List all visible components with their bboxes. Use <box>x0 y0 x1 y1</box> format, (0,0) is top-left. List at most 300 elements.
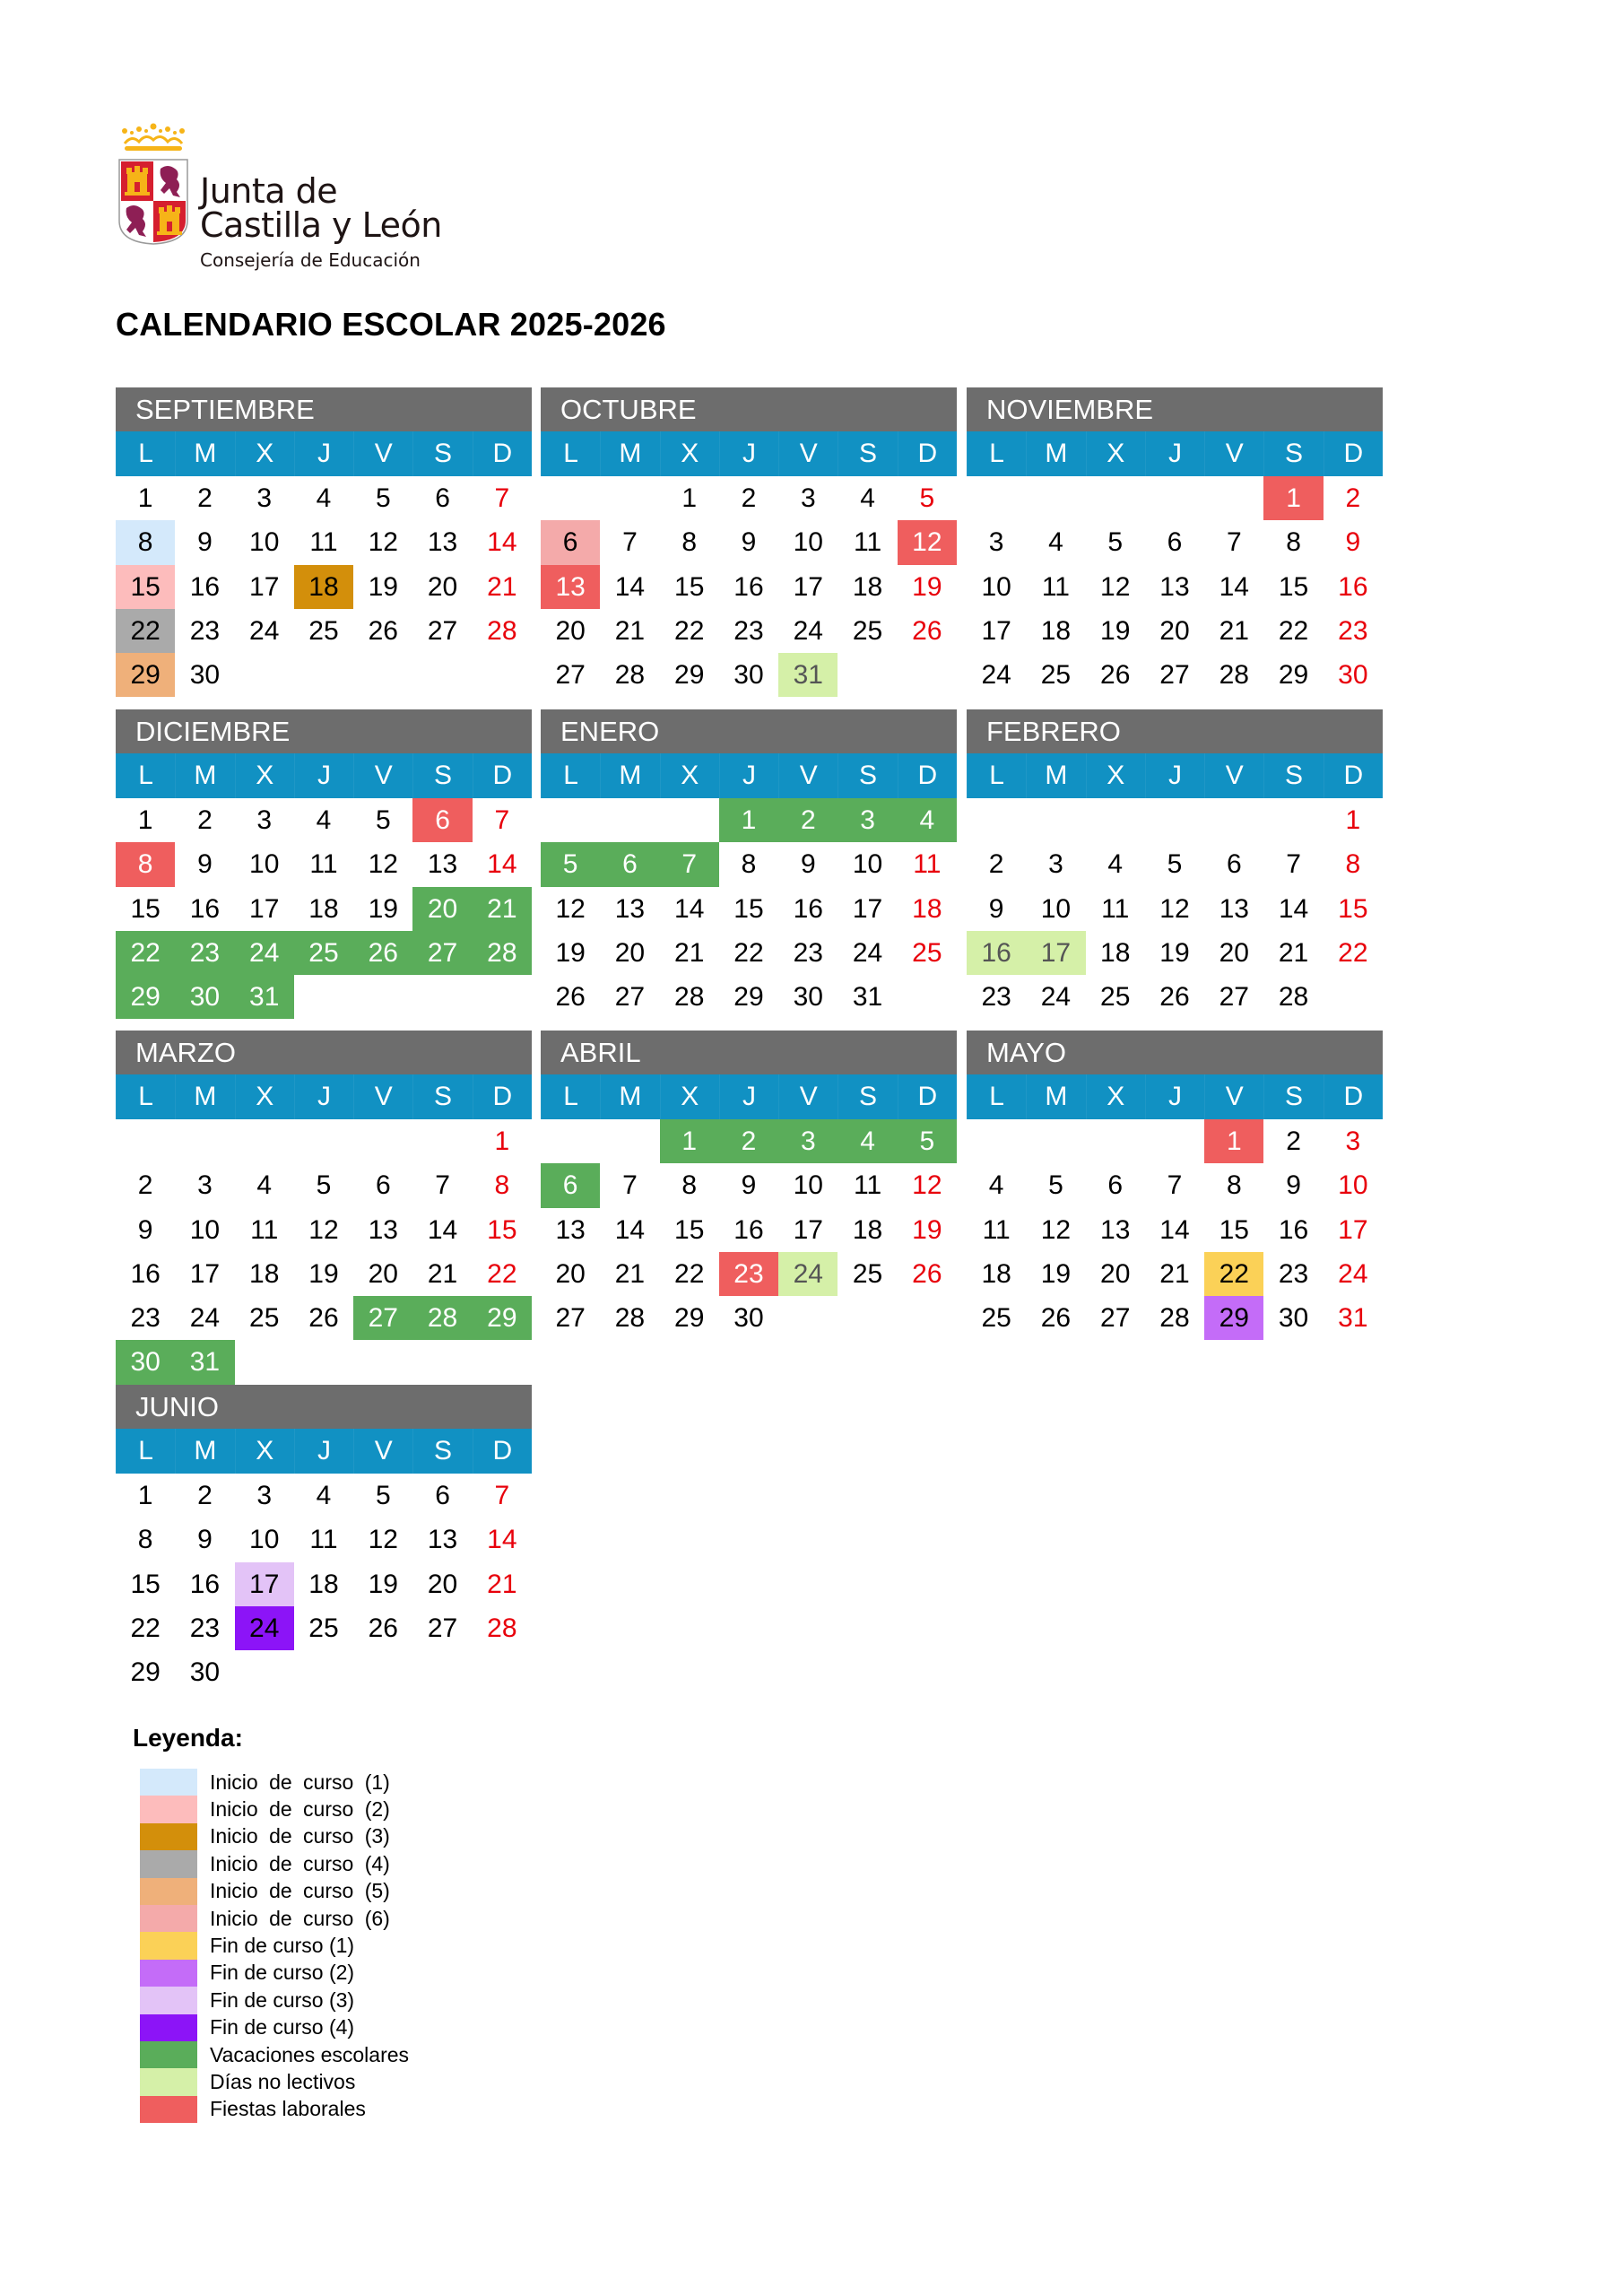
day-cell: 18 <box>852 571 883 602</box>
day-cell: 6 <box>1107 1170 1124 1201</box>
day-cell: 14 <box>487 527 517 558</box>
logo-title-line2: Castilla y León <box>200 205 442 245</box>
day-cell: 17 <box>1026 931 1085 975</box>
day-cell: 13 <box>541 565 600 609</box>
month-name: DICIEMBRE <box>116 709 532 753</box>
day-cell: 24 <box>793 615 823 646</box>
day-cell: 22 <box>487 1258 517 1289</box>
weekday-label: S <box>1263 753 1323 798</box>
day-cell: 28 <box>614 1303 646 1334</box>
day-cell: 20 <box>1219 937 1249 968</box>
weekday-header <box>967 431 1383 476</box>
weekday-label: X <box>1086 753 1145 798</box>
logo-subtitle: Consejería de Educación <box>200 249 421 271</box>
day-cell: 9 <box>988 893 1004 924</box>
legend-item <box>140 2096 409 2123</box>
day-cell: 24 <box>1338 1258 1368 1289</box>
empty-cell <box>1026 476 1085 520</box>
day-cell: 28 <box>1219 660 1249 691</box>
day-cell: 10 <box>249 527 280 558</box>
day-cell: 2 <box>197 805 213 835</box>
weekday-label: J <box>294 1429 353 1474</box>
weekday-label: M <box>600 1074 659 1119</box>
month-name: ABRIL <box>541 1031 957 1074</box>
legend-swatch <box>140 2068 197 2095</box>
empty-cell <box>541 1119 600 1163</box>
day-cell: 16 <box>793 893 823 924</box>
day-cell: 26 <box>1100 660 1131 691</box>
day-cell: 9 <box>1345 527 1361 558</box>
weekday-label: L <box>541 753 600 798</box>
weekday-label: L <box>116 431 175 476</box>
day-cell: 8 <box>494 1170 510 1201</box>
day-cell: 25 <box>308 615 339 646</box>
legend-item <box>140 1796 409 1822</box>
legend-label: Inicio de curso (4) <box>210 1851 390 1875</box>
day-cell: 21 <box>614 1258 646 1289</box>
day-cell: 5 <box>898 1119 957 1163</box>
junta-logo <box>116 118 492 280</box>
day-cell: 17 <box>981 615 1011 646</box>
day-cell: 4 <box>1048 527 1063 558</box>
day-cell: 11 <box>250 1214 279 1245</box>
weekday-label: S <box>412 1074 472 1119</box>
days-grid <box>967 476 1383 697</box>
weekday-label: S <box>1263 1074 1323 1119</box>
day-cell: 24 <box>778 1252 838 1296</box>
day-cell: 29 <box>733 982 764 1013</box>
day-cell: 15 <box>1219 1214 1249 1245</box>
weekday-label: M <box>175 431 234 476</box>
day-cell: 29 <box>674 660 705 691</box>
day-cell: 25 <box>249 1303 280 1334</box>
day-cell: 7 <box>494 483 510 513</box>
day-cell: 2 <box>719 1119 778 1163</box>
day-cell: 14 <box>487 849 517 880</box>
page-title: CALENDARIO ESCOLAR 2025-2026 <box>116 306 666 343</box>
day-cell: 15 <box>487 1214 517 1245</box>
weekday-label: M <box>600 753 659 798</box>
day-cell: 20 <box>1159 615 1190 646</box>
day-cell: 6 <box>541 1163 600 1207</box>
legend-swatch <box>140 2096 197 2123</box>
day-cell: 9 <box>197 849 213 880</box>
legend <box>133 1724 410 2123</box>
weekday-label: L <box>116 1074 175 1119</box>
day-cell: 26 <box>912 615 942 646</box>
day-cell: 8 <box>116 520 175 564</box>
day-cell: 21 <box>487 1569 517 1599</box>
day-cell: 1 <box>1204 1119 1263 1163</box>
day-cell: 11 <box>309 527 338 558</box>
empty-cell <box>967 476 1026 520</box>
day-cell: 23 <box>793 937 823 968</box>
day-cell: 18 <box>308 1569 339 1599</box>
day-cell: 13 <box>1219 893 1249 924</box>
weekday-label: M <box>600 431 659 476</box>
legend-label: Inicio de curso (6) <box>210 1906 390 1930</box>
day-cell: 31 <box>235 975 294 1019</box>
day-cell: 13 <box>368 1214 398 1245</box>
day-cell: 10 <box>249 1525 280 1555</box>
day-cell: 3 <box>838 798 897 842</box>
day-cell: 10 <box>1338 1170 1368 1201</box>
day-cell: 2 <box>1286 1126 1301 1156</box>
day-cell: 12 <box>555 893 586 924</box>
day-cell: 7 <box>1167 1170 1183 1201</box>
weekday-label: D <box>473 1074 532 1119</box>
day-cell: 14 <box>614 1214 646 1245</box>
day-cell: 25 <box>1040 660 1072 691</box>
day-cell: 21 <box>487 571 517 602</box>
empty-cell <box>1204 476 1263 520</box>
day-cell: 1 <box>660 1119 719 1163</box>
day-cell: 1 <box>719 798 778 842</box>
legend-label: Fin de curso (3) <box>210 1987 355 2012</box>
day-cell: 5 <box>1167 849 1183 880</box>
day-cell: 25 <box>1100 982 1131 1013</box>
weekday-label: V <box>778 431 838 476</box>
day-cell: 14 <box>487 1525 517 1555</box>
weekday-label: V <box>1204 1074 1263 1119</box>
weekday-label: L <box>967 1074 1026 1119</box>
weekday-header <box>116 1429 532 1474</box>
weekday-label: D <box>1324 431 1383 476</box>
empty-cell <box>600 798 659 842</box>
weekday-label: V <box>1204 431 1263 476</box>
day-cell: 24 <box>235 1606 294 1650</box>
legend-swatch <box>140 1905 197 1932</box>
day-cell: 9 <box>197 527 213 558</box>
day-cell: 1 <box>1263 476 1323 520</box>
logo-title-line1: Junta de <box>200 171 338 211</box>
weekday-header <box>967 1074 1383 1119</box>
day-cell: 1 <box>137 805 153 835</box>
legend-swatch <box>140 1796 197 1822</box>
month-calendar <box>541 709 957 1019</box>
legend-label: Vacaciones escolares <box>210 2042 410 2066</box>
day-cell: 7 <box>494 1481 510 1510</box>
day-cell: 5 <box>316 1170 332 1201</box>
legend-swatch <box>140 1878 197 1905</box>
day-cell: 20 <box>427 1569 458 1599</box>
day-cell: 24 <box>1040 982 1072 1013</box>
day-cell: 22 <box>674 615 705 646</box>
empty-cell <box>1086 1119 1145 1163</box>
empty-cell <box>175 1119 234 1163</box>
empty-cell <box>1204 798 1263 842</box>
day-cell: 15 <box>674 1214 705 1245</box>
month-calendar <box>967 387 1383 697</box>
weekday-label: M <box>175 1074 234 1119</box>
day-cell: 10 <box>189 1214 221 1245</box>
day-cell: 18 <box>1100 937 1131 968</box>
day-cell: 26 <box>368 615 398 646</box>
month-name: OCTUBRE <box>541 387 957 431</box>
legend-swatch <box>140 1932 197 1959</box>
day-cell: 4 <box>256 1170 273 1201</box>
day-cell: 16 <box>189 1569 221 1599</box>
day-cell: 17 <box>249 571 280 602</box>
month-name: JUNIO <box>116 1385 532 1429</box>
legend-item <box>140 2068 409 2095</box>
day-cell: 27 <box>353 1296 412 1340</box>
day-cell: 16 <box>1338 571 1368 602</box>
month-calendar <box>967 709 1383 1019</box>
day-cell: 23 <box>1278 1258 1309 1289</box>
day-cell: 8 <box>1286 527 1301 558</box>
legend-label: Fin de curso (4) <box>210 2015 355 2039</box>
day-cell: 4 <box>1107 849 1124 880</box>
day-cell: 4 <box>316 483 332 513</box>
day-cell: 28 <box>473 931 532 975</box>
empty-cell <box>541 476 600 520</box>
day-cell: 7 <box>435 1170 450 1201</box>
weekday-label: V <box>353 753 412 798</box>
day-cell: 17 <box>852 893 883 924</box>
days-grid <box>541 1119 957 1340</box>
day-cell: 23 <box>981 982 1011 1013</box>
day-cell: 3 <box>778 1119 838 1163</box>
day-cell: 4 <box>988 1170 1004 1201</box>
day-cell: 26 <box>1040 1303 1072 1334</box>
legend-swatch <box>140 2014 197 2041</box>
day-cell: 5 <box>375 805 391 835</box>
day-cell: 25 <box>981 1303 1011 1334</box>
day-cell: 13 <box>427 849 458 880</box>
day-cell: 30 <box>175 975 234 1019</box>
empty-cell <box>1145 476 1204 520</box>
weekday-label: J <box>719 1074 778 1119</box>
day-cell: 9 <box>1286 1170 1301 1201</box>
day-cell: 31 <box>175 1340 234 1384</box>
empty-cell <box>541 798 600 842</box>
weekday-label: D <box>473 753 532 798</box>
weekday-label: J <box>294 431 353 476</box>
day-cell: 2 <box>741 483 757 513</box>
weekday-label: M <box>175 753 234 798</box>
weekday-header <box>541 431 957 476</box>
day-cell: 11 <box>1041 571 1070 602</box>
day-cell: 19 <box>368 893 398 924</box>
weekday-label: D <box>1324 1074 1383 1119</box>
day-cell: 9 <box>137 1214 153 1245</box>
day-cell: 31 <box>852 982 883 1013</box>
empty-cell <box>1145 1119 1204 1163</box>
day-cell: 22 <box>733 937 764 968</box>
day-cell: 22 <box>1278 615 1309 646</box>
crown-icon <box>119 122 187 152</box>
day-cell: 13 <box>614 893 646 924</box>
empty-cell <box>116 1119 175 1163</box>
weekday-label: S <box>412 1429 472 1474</box>
day-cell: 17 <box>235 1562 294 1606</box>
day-cell: 22 <box>674 1258 705 1289</box>
day-cell: 16 <box>130 1258 161 1289</box>
day-cell: 14 <box>1159 1214 1190 1245</box>
day-cell: 3 <box>1345 1126 1361 1156</box>
legend-label: Inicio de curso (1) <box>210 1770 390 1794</box>
day-cell: 30 <box>733 1303 764 1334</box>
day-cell: 7 <box>660 842 719 886</box>
day-cell: 9 <box>741 1170 757 1201</box>
day-cell: 26 <box>308 1303 339 1334</box>
empty-cell <box>353 1119 412 1163</box>
day-cell: 11 <box>913 849 942 880</box>
empty-cell <box>1263 798 1323 842</box>
day-cell: 7 <box>622 527 638 558</box>
day-cell: 18 <box>249 1258 280 1289</box>
day-cell: 30 <box>116 1340 175 1384</box>
legend-label: Inicio de curso (5) <box>210 1879 390 1903</box>
month-calendar <box>541 1031 957 1340</box>
day-cell: 13 <box>427 527 458 558</box>
weekday-label: S <box>838 1074 897 1119</box>
day-cell: 16 <box>1278 1214 1309 1245</box>
month-calendar <box>116 387 532 697</box>
day-cell: 6 <box>435 1481 450 1510</box>
weekday-label: X <box>235 1429 294 1474</box>
day-cell: 14 <box>614 571 646 602</box>
month-calendar <box>116 1385 532 1694</box>
day-cell: 26 <box>555 982 586 1013</box>
day-cell: 30 <box>1278 1303 1309 1334</box>
day-cell: 17 <box>249 893 280 924</box>
day-cell: 12 <box>368 1525 398 1555</box>
day-cell: 27 <box>1219 982 1249 1013</box>
day-cell: 6 <box>541 520 600 564</box>
month-name: MARZO <box>116 1031 532 1074</box>
month-name: SEPTIEMBRE <box>116 387 532 431</box>
weekday-header <box>541 753 957 798</box>
weekday-label: V <box>778 753 838 798</box>
day-cell: 17 <box>793 571 823 602</box>
day-cell: 23 <box>189 615 221 646</box>
day-cell: 18 <box>981 1258 1011 1289</box>
day-cell: 10 <box>852 849 883 880</box>
legend-item <box>140 1905 409 1932</box>
weekday-label: L <box>116 1429 175 1474</box>
weekday-label: D <box>898 753 957 798</box>
day-cell: 18 <box>308 893 339 924</box>
weekday-label: J <box>1145 1074 1204 1119</box>
legend-item <box>140 2041 409 2068</box>
month-name: NOVIEMBRE <box>967 387 1383 431</box>
weekday-label: X <box>235 1074 294 1119</box>
day-cell: 8 <box>681 1170 698 1201</box>
month-calendar <box>116 1031 532 1385</box>
day-cell: 11 <box>853 527 882 558</box>
weekday-label: X <box>660 431 719 476</box>
day-cell: 27 <box>1100 1303 1131 1334</box>
day-cell: 11 <box>982 1214 1011 1245</box>
day-cell: 24 <box>189 1303 221 1334</box>
month-name: MAYO <box>967 1031 1383 1074</box>
days-grid <box>116 1119 532 1385</box>
weekday-label: V <box>353 431 412 476</box>
day-cell: 27 <box>1159 660 1190 691</box>
weekday-label: J <box>294 1074 353 1119</box>
day-cell: 15 <box>1278 571 1309 602</box>
day-cell: 6 <box>600 842 659 886</box>
weekday-label: J <box>1145 431 1204 476</box>
day-cell: 28 <box>1159 1303 1190 1334</box>
day-cell: 18 <box>852 1214 883 1245</box>
weekday-label: V <box>353 1429 412 1474</box>
day-cell: 2 <box>137 1170 153 1201</box>
weekday-label: X <box>235 753 294 798</box>
weekday-header <box>116 431 532 476</box>
day-cell: 23 <box>130 1303 161 1334</box>
day-cell: 17 <box>1338 1214 1368 1245</box>
day-cell: 18 <box>294 565 353 609</box>
empty-cell <box>1145 798 1204 842</box>
day-cell: 16 <box>967 931 1026 975</box>
weekday-label: V <box>1204 753 1263 798</box>
day-cell: 24 <box>852 937 883 968</box>
weekday-label: J <box>719 753 778 798</box>
day-cell: 19 <box>368 1569 398 1599</box>
day-cell: 5 <box>919 483 935 513</box>
empty-cell <box>600 1119 659 1163</box>
day-cell: 21 <box>1219 615 1249 646</box>
day-cell: 28 <box>674 982 705 1013</box>
day-cell: 18 <box>912 893 942 924</box>
day-cell: 28 <box>1278 982 1309 1013</box>
day-cell: 8 <box>681 527 698 558</box>
legend-label: Fiestas laborales <box>210 2097 366 2121</box>
legend-list <box>140 1769 409 2123</box>
day-cell: 6 <box>1167 527 1183 558</box>
day-cell: 3 <box>256 805 273 835</box>
day-cell: 8 <box>116 842 175 886</box>
weekday-label: D <box>473 1429 532 1474</box>
day-cell: 27 <box>555 1303 586 1334</box>
weekday-label: M <box>175 1429 234 1474</box>
days-grid <box>967 798 1383 1019</box>
day-cell: 2 <box>1345 483 1361 513</box>
legend-item <box>140 1850 409 1877</box>
day-cell: 27 <box>614 982 646 1013</box>
day-cell: 1 <box>137 483 153 513</box>
day-cell: 8 <box>1345 849 1361 880</box>
day-cell: 23 <box>719 1252 778 1296</box>
day-cell: 23 <box>189 1613 221 1643</box>
legend-swatch <box>140 1850 197 1877</box>
day-cell: 21 <box>427 1258 458 1289</box>
day-cell: 20 <box>427 571 458 602</box>
day-cell: 1 <box>137 1481 153 1510</box>
day-cell: 8 <box>741 849 757 880</box>
weekday-label: X <box>660 753 719 798</box>
day-cell: 26 <box>1159 982 1190 1013</box>
weekday-label: L <box>116 753 175 798</box>
legend-item <box>140 1932 409 1959</box>
day-cell: 25 <box>308 1613 339 1643</box>
day-cell: 29 <box>116 975 175 1019</box>
day-cell: 10 <box>981 571 1011 602</box>
day-cell: 11 <box>309 1525 338 1555</box>
day-cell: 11 <box>853 1170 882 1201</box>
day-cell: 10 <box>249 849 280 880</box>
day-cell: 3 <box>197 1170 213 1201</box>
legend-swatch <box>140 1960 197 1987</box>
day-cell: 3 <box>988 527 1004 558</box>
legend-swatch <box>140 1769 197 1796</box>
day-cell: 10 <box>793 1170 823 1201</box>
legend-title: Leyenda: <box>133 1724 243 1752</box>
day-cell: 20 <box>555 615 586 646</box>
